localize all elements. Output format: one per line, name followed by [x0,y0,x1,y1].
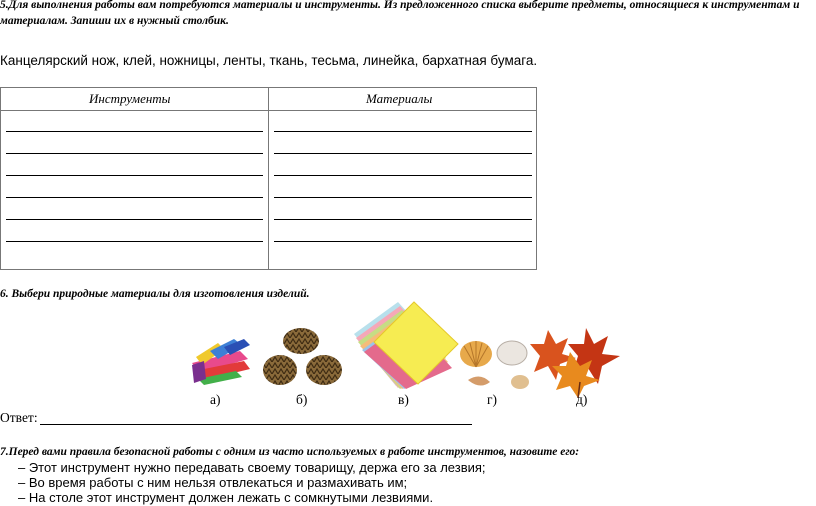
write-line[interactable] [274,131,532,132]
plasticine-image [190,335,252,387]
items-list: Канцелярский нож, клей, ножницы, ленты, ткань, тесьма, линейка, бархатная бумага. [0,53,538,68]
label-a: а) [210,392,221,407]
label-v: в) [398,392,409,407]
label-d: д) [576,392,588,407]
colored-paper-image [350,300,462,390]
column-header-materials: Материалы [366,91,433,106]
write-line[interactable] [6,131,263,132]
label-b: б) [296,392,308,407]
write-line[interactable] [274,241,532,242]
task5-heading: 5.Для выполнения работы вам потребуются материалы и инструменты. Из предложенного списка выберите предметы, относящиеся к инструментам и материалам. Запиши их в нужный столбик. [0,0,800,27]
write-line[interactable] [6,175,263,176]
table-header-divider [1,110,536,111]
answer-table [0,87,537,270]
task6-heading: 6. Выбери природные материалы для изготовления изделий. [0,288,310,300]
autumn-leaves-image [528,326,626,398]
write-line[interactable] [274,197,532,198]
write-line[interactable] [6,241,263,242]
task7-heading: 7.Перед вами правила безопасной работы с одним из часто используемых в работе инструментов, назовите его: [0,446,580,458]
seashells-image [458,336,534,394]
rule-2: – Во время работы с ним нельзя отвлекаться и размахивать им; [18,475,408,490]
write-line[interactable] [6,153,263,154]
column-header-instruments: Инструменты [89,91,171,106]
pine-cones-image [260,326,346,388]
write-line[interactable] [274,175,532,176]
write-line[interactable] [6,197,263,198]
label-g: г) [487,392,498,407]
write-line[interactable] [274,219,532,220]
write-line[interactable] [274,153,532,154]
write-line[interactable] [6,219,263,220]
rule-1: – Этот инструмент нужно передавать своему товарищу, держа его за лезвия; [18,460,486,475]
answer-label: Ответ: [0,410,38,425]
rule-3: – На столе этот инструмент должен лежать с сомкнутыми лезвиями. [18,490,434,505]
table-divider [268,88,269,269]
answer-line[interactable] [40,424,472,425]
